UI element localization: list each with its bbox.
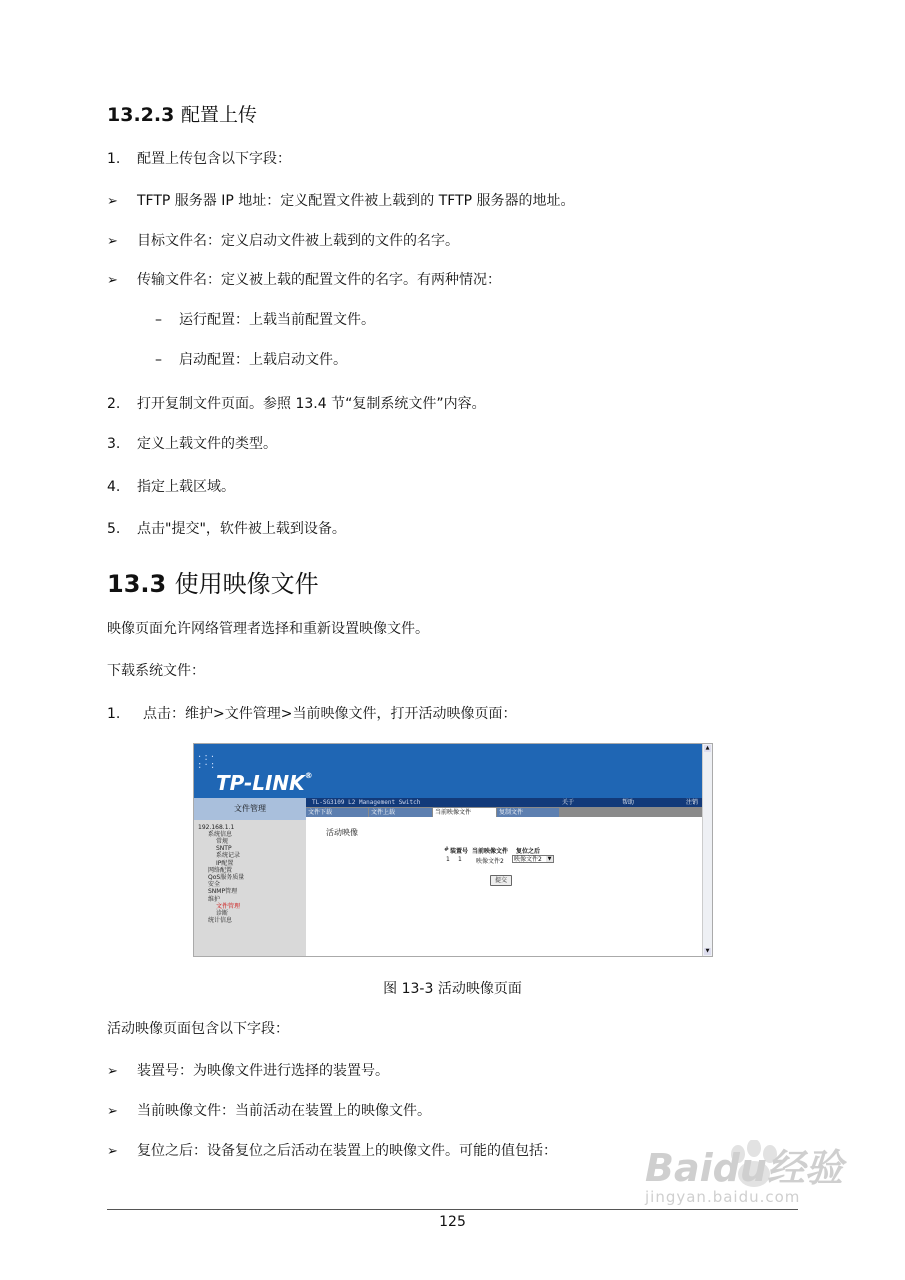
tp-link-logo: TP-LINK® <box>216 771 313 795</box>
submit-button[interactable]: 提交 <box>490 875 512 886</box>
step-3: 3. 定义上载文件的类型。 <box>107 436 277 452</box>
figure-caption: 图 13-3 活动映像页面 <box>383 981 522 997</box>
col-index-header: # <box>444 846 450 853</box>
tab-file-download[interactable]: 文件下载 <box>306 808 368 817</box>
tree-statistics[interactable]: 统计信息 <box>208 917 233 924</box>
col-after-reset-header: 复位之后 <box>516 848 541 855</box>
top-bar <box>306 798 702 807</box>
download-label: 下载系统文件： <box>107 663 205 679</box>
dash-icon: – <box>155 312 162 328</box>
col-current-image-header: 当前映像文件 <box>472 848 509 855</box>
bullet-unit-number: ➢ 装置号：为映像文件进行选择的装置号。 <box>107 1063 389 1079</box>
tab-bar <box>306 807 702 817</box>
page-number: 125 <box>439 1214 466 1230</box>
fields-intro: 活动映像页面包含以下字段： <box>107 1021 289 1037</box>
tree-sntp[interactable]: SNTP <box>216 845 232 852</box>
step-4: 4. 指定上载区域。 <box>107 479 235 495</box>
dash-icon: – <box>155 352 162 368</box>
tree-system-info[interactable]: 系统信息 <box>208 831 233 838</box>
content-area <box>306 817 702 956</box>
tab-copy-file[interactable]: 复制文件 <box>497 808 559 817</box>
section-title: 使用映像文件 <box>174 570 319 598</box>
bullet-icon: ➢ <box>107 1064 118 1079</box>
tree-maintenance[interactable]: 维护 <box>208 896 221 903</box>
bullet-transfer-file: ➢ 传输文件名：定义被上载的配置文件的名字。有两种情况： <box>107 272 501 288</box>
watermark-url: jingyan.baidu.com <box>645 1188 801 1206</box>
bullet-tftp: ➢ TFTP 服务器 IP 地址：定义配置文件被上载到的 TFTP 服务器的地址。 <box>107 193 575 209</box>
sidebar-title: 文件管理 <box>194 798 306 820</box>
logout-link[interactable]: 注销 <box>686 799 699 806</box>
dash-running-config: – 运行配置：上载当前配置文件。 <box>155 312 375 328</box>
tree-diagnostics[interactable]: 诊断 <box>216 910 229 917</box>
watermark-main: Baidu经验 <box>645 1146 843 1190</box>
tree-ip-config[interactable]: IP配置 <box>216 860 234 867</box>
tree-network-config[interactable]: 网络配置 <box>208 867 233 874</box>
image-step-1: 1. 点击：维护>文件管理>当前映像文件，打开活动映像页面： <box>107 706 517 722</box>
nav-tree <box>194 820 306 956</box>
section-heading-13-3 <box>107 564 319 599</box>
logo-dots-icon: · : · : · : <box>198 752 215 771</box>
row-unit: 1 <box>458 856 462 863</box>
bullet-icon: ➢ <box>107 194 118 209</box>
row-current-image: 映像文件2 <box>476 858 504 865</box>
bullet-target-file: ➢ 目标文件名：定义启动文件被上载到的文件的名字。 <box>107 233 459 249</box>
bullet-after-reset: ➢ 复位之后：设备复位之后活动在装置上的映像文件。可能的值包括： <box>107 1143 557 1159</box>
bullet-icon: ➢ <box>107 234 118 249</box>
tab-current-image[interactable]: 当前映像文件 <box>433 808 496 817</box>
section-number: 13.2.3 <box>107 104 175 126</box>
col-unit-header: 装置号 <box>450 848 469 855</box>
step-5: 5. 点击"提交"，软件被上载到设备。 <box>107 521 346 537</box>
bullet-icon: ➢ <box>107 1144 118 1159</box>
tree-snmp[interactable]: SNMP管理 <box>208 888 238 895</box>
dash-startup-config: – 启动配置：上载启动文件。 <box>155 352 347 368</box>
after-reset-select[interactable]: 映像文件2 ▼ <box>512 855 554 863</box>
scroll-down-icon[interactable]: ▼ <box>705 948 710 954</box>
step-1: 1. 配置上传包含以下字段： <box>107 151 291 167</box>
tree-syslog[interactable]: 系统记录 <box>216 852 241 859</box>
header-banner <box>194 744 702 798</box>
image-intro: 映像页面允许网络管理者选择和重新设置映像文件。 <box>107 621 429 637</box>
section-title: 配置上传 <box>180 104 257 126</box>
section-heading-13-2-3 <box>107 100 257 127</box>
help-link[interactable]: 帮助 <box>622 799 635 806</box>
device-title: TL-SG3109 L2 Management Switch <box>312 799 421 806</box>
tree-qos[interactable]: QoS服务质量 <box>208 874 245 881</box>
chevron-down-icon: ▼ <box>547 856 552 862</box>
content-title: 活动映像 <box>326 828 358 837</box>
baidu-watermark <box>645 1148 843 1206</box>
footer-divider <box>107 1209 798 1210</box>
bullet-icon: ➢ <box>107 273 118 288</box>
about-link[interactable]: 关于 <box>562 799 575 806</box>
active-image-screenshot <box>193 743 713 957</box>
tree-security[interactable]: 安全 <box>208 881 221 888</box>
section-number: 13.3 <box>107 570 167 598</box>
row-index: 1 <box>446 856 450 863</box>
bullet-current-image: ➢ 当前映像文件：当前活动在装置上的映像文件。 <box>107 1103 431 1119</box>
tab-file-upload[interactable]: 文件上载 <box>369 808 432 817</box>
scrollbar[interactable] <box>702 744 712 956</box>
tree-file-management[interactable]: 文件管理 <box>216 903 241 910</box>
scroll-up-icon[interactable]: ▲ <box>705 745 710 751</box>
tree-general[interactable]: 常规 <box>216 838 229 845</box>
bullet-icon: ➢ <box>107 1104 118 1119</box>
tree-root[interactable]: 192.168.1.1 <box>198 824 235 831</box>
step-2: 2. 打开复制文件页面。参照 13.4 节“复制系统文件”内容。 <box>107 396 486 412</box>
